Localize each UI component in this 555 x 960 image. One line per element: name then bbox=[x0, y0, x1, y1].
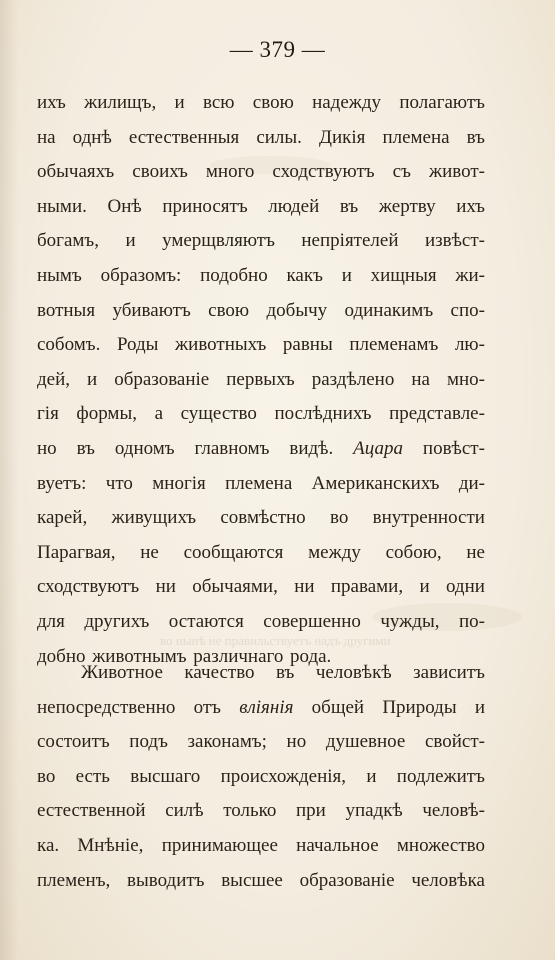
text-line bbox=[37, 829, 485, 864]
word: повѣст- bbox=[422, 437, 485, 459]
italic-word: вліянія bbox=[239, 696, 294, 718]
word: убиваютъ bbox=[112, 299, 191, 321]
word: при bbox=[296, 800, 326, 822]
word: въ bbox=[466, 126, 485, 148]
word: начальное bbox=[296, 834, 379, 856]
word: между bbox=[308, 541, 361, 563]
word: обычаями, bbox=[192, 576, 278, 598]
text-line bbox=[37, 536, 485, 571]
page-number: — 379 — bbox=[229, 37, 326, 62]
text-line bbox=[37, 760, 485, 795]
word: качество bbox=[184, 662, 255, 683]
word: человѣкѣ bbox=[315, 662, 392, 683]
word: Мнѣніе, bbox=[77, 834, 144, 856]
binding-shadow bbox=[0, 0, 18, 960]
word: Американскихъ bbox=[311, 472, 440, 494]
word: во bbox=[37, 765, 56, 787]
word: принимающее bbox=[161, 834, 278, 856]
text-line bbox=[37, 294, 485, 329]
text-line bbox=[37, 864, 485, 899]
word: ни bbox=[155, 576, 176, 598]
word: ихъ bbox=[37, 92, 66, 113]
word: племена bbox=[382, 126, 450, 148]
word: силы. bbox=[256, 126, 302, 148]
word: упадкѣ bbox=[345, 800, 403, 822]
word: отъ bbox=[193, 696, 222, 718]
word: различнаго bbox=[193, 645, 284, 667]
word: одни bbox=[445, 576, 485, 598]
word: рода. bbox=[290, 645, 332, 667]
word: Природы bbox=[382, 696, 457, 718]
word: вуетъ: bbox=[37, 472, 87, 494]
word: совершенно bbox=[263, 610, 361, 632]
word: извѣст- bbox=[424, 230, 485, 252]
word: высшее bbox=[221, 869, 283, 891]
text-line bbox=[37, 363, 485, 398]
text-line bbox=[37, 155, 485, 190]
word: ихъ bbox=[456, 195, 485, 217]
word: добычу bbox=[266, 299, 328, 321]
word: добно bbox=[37, 645, 86, 667]
paragraph-1 bbox=[37, 86, 485, 674]
word: и bbox=[474, 696, 485, 718]
word: видѣ. bbox=[289, 437, 334, 459]
word: послѣднихъ bbox=[274, 403, 372, 425]
word: одномъ bbox=[114, 437, 175, 459]
word: дей, bbox=[37, 368, 71, 390]
word: полагаютъ bbox=[399, 92, 485, 113]
word: богамъ, bbox=[37, 230, 99, 252]
word: подъ bbox=[129, 731, 168, 753]
word: ни bbox=[294, 576, 315, 598]
word: надежду bbox=[312, 92, 382, 113]
word: свою bbox=[208, 299, 250, 321]
author-name: Ацара bbox=[353, 437, 403, 459]
word: внутренности bbox=[372, 507, 485, 529]
word: приносятъ bbox=[162, 195, 248, 217]
word: гія bbox=[37, 403, 59, 425]
word: жи- bbox=[455, 264, 485, 286]
text-line bbox=[37, 121, 485, 156]
word: спо- bbox=[450, 299, 485, 321]
word: равны bbox=[282, 334, 333, 356]
word: и bbox=[419, 576, 430, 598]
word: остаются bbox=[168, 610, 244, 632]
word: въ bbox=[276, 662, 295, 683]
text-line bbox=[37, 467, 485, 502]
word: и bbox=[366, 765, 377, 787]
word: подобно bbox=[200, 264, 268, 286]
word: Онѣ bbox=[107, 195, 142, 217]
text-line bbox=[37, 656, 485, 691]
word: живот- bbox=[428, 161, 485, 183]
word: подлежитъ bbox=[396, 765, 485, 787]
word: формы, bbox=[76, 403, 137, 425]
word: обычаяхъ bbox=[37, 161, 115, 183]
word: непріятелей bbox=[301, 230, 399, 252]
word: свою bbox=[252, 92, 294, 113]
word: хищныя bbox=[370, 264, 437, 286]
text-line bbox=[37, 570, 485, 605]
word: по- bbox=[458, 610, 485, 632]
word: Роды bbox=[116, 334, 159, 356]
word: раздѣлено bbox=[311, 368, 395, 390]
word: одинакимъ bbox=[344, 299, 434, 321]
word: образомъ: bbox=[100, 264, 182, 286]
word: животнымъ bbox=[92, 645, 187, 667]
word: непосредственно bbox=[37, 696, 176, 718]
text-line bbox=[37, 86, 485, 121]
word: всю bbox=[203, 92, 235, 113]
text-line bbox=[37, 328, 485, 363]
word: ка. bbox=[37, 834, 60, 856]
word: многія bbox=[152, 472, 206, 494]
word: съ bbox=[392, 161, 411, 183]
word: Парагвая, bbox=[37, 541, 116, 563]
word: людей bbox=[268, 195, 320, 217]
word: совмѣстно bbox=[220, 507, 306, 529]
word: правами, bbox=[330, 576, 404, 598]
word: жилищъ, bbox=[84, 92, 157, 113]
word: человѣка bbox=[411, 869, 485, 891]
word: карей, bbox=[37, 507, 88, 529]
word: собомъ. bbox=[37, 334, 101, 356]
word: что bbox=[105, 472, 133, 494]
word: представле- bbox=[389, 403, 485, 425]
word: главномъ bbox=[194, 437, 270, 459]
word: естественныя bbox=[128, 126, 240, 148]
word: племенамъ bbox=[349, 334, 439, 356]
word: не bbox=[140, 541, 159, 563]
word: умерщвляютъ bbox=[162, 230, 275, 252]
word: нымъ bbox=[37, 264, 82, 286]
word: образованіе bbox=[299, 869, 395, 891]
word: однѣ bbox=[72, 126, 112, 148]
word: своихъ bbox=[132, 161, 188, 183]
word: образованіе bbox=[114, 368, 210, 390]
word: ными. bbox=[37, 195, 87, 217]
word: Животное bbox=[81, 662, 163, 683]
word: вотныя bbox=[37, 299, 96, 321]
word: въ bbox=[339, 195, 359, 217]
word: душевное bbox=[325, 731, 406, 753]
text-line bbox=[37, 259, 485, 294]
word: только bbox=[223, 800, 277, 822]
word: силѣ bbox=[165, 800, 204, 822]
word: первыхъ bbox=[226, 368, 295, 390]
paragraph-2 bbox=[37, 656, 485, 898]
word: жертву bbox=[378, 195, 436, 217]
word: и bbox=[174, 92, 185, 113]
word: племенъ, bbox=[37, 869, 111, 891]
word: но bbox=[286, 731, 307, 753]
word: существо bbox=[180, 403, 257, 425]
word: сходствуютъ bbox=[37, 576, 140, 598]
word: какъ bbox=[286, 264, 323, 286]
word: мно- bbox=[446, 368, 485, 390]
word: но bbox=[37, 437, 57, 459]
text-line bbox=[37, 397, 485, 432]
text-line bbox=[37, 501, 485, 536]
word: и bbox=[87, 368, 98, 390]
word: на bbox=[411, 368, 430, 390]
word: и bbox=[341, 264, 352, 286]
word: въ bbox=[76, 437, 95, 459]
word: ди- bbox=[458, 472, 485, 494]
text-line bbox=[37, 432, 485, 467]
word: животныхъ bbox=[175, 334, 267, 356]
word: много bbox=[205, 161, 255, 183]
word: естественной bbox=[37, 800, 146, 822]
text-line bbox=[37, 794, 485, 829]
text-line bbox=[37, 605, 485, 640]
text-line bbox=[37, 725, 485, 760]
word: живущихъ bbox=[111, 507, 197, 529]
word: а bbox=[154, 403, 163, 425]
word: для bbox=[37, 610, 65, 632]
word: другихъ bbox=[84, 610, 150, 632]
word: зависитъ bbox=[413, 662, 485, 683]
word: Дикія bbox=[319, 126, 366, 148]
word: высшаго bbox=[130, 765, 201, 787]
word: лю- bbox=[454, 334, 485, 356]
word: собою, bbox=[385, 541, 442, 563]
word: общей bbox=[311, 696, 365, 718]
word: есть bbox=[75, 765, 110, 787]
word: сходствуютъ bbox=[272, 161, 375, 183]
word: множество bbox=[396, 834, 485, 856]
text-line bbox=[37, 190, 485, 225]
word: племена bbox=[225, 472, 293, 494]
word: на bbox=[37, 126, 56, 148]
word: и bbox=[125, 230, 136, 252]
text-line bbox=[37, 691, 485, 726]
word: сообщаются bbox=[183, 541, 284, 563]
text-line bbox=[37, 224, 485, 259]
word: выводитъ bbox=[127, 869, 205, 891]
bleed-through-text: во нынѣ не правильствуетъ надъ другими bbox=[160, 633, 391, 648]
word: происхожденія, bbox=[220, 765, 347, 787]
word: человѣ- bbox=[422, 800, 485, 822]
word: законамъ; bbox=[187, 731, 267, 753]
word: свойст- bbox=[424, 731, 485, 753]
word: во bbox=[329, 507, 349, 529]
word: не bbox=[466, 541, 485, 563]
word: чужды, bbox=[380, 610, 440, 632]
word: состоитъ bbox=[37, 731, 110, 753]
